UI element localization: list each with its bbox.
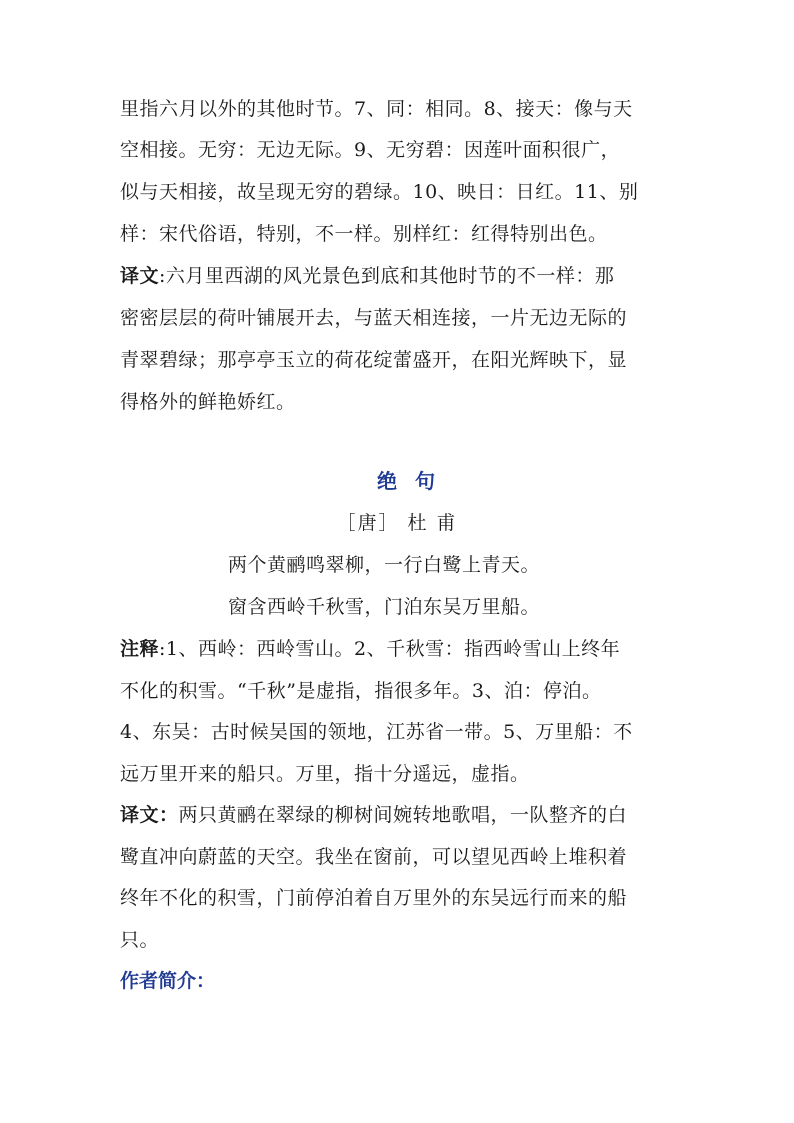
translation-paragraph-1 (120, 267, 614, 286)
translation2-label: 译文： (120, 804, 179, 826)
translation-text-first: :六月里西湖的风光景色到底和其他时节的不一样：那 (159, 265, 615, 287)
note-line-2: 空相接。无穷：无边无际。9、无穷碧：因莲叶面积很广， (120, 139, 621, 161)
translation-line-2: 密密层层的荷叶铺展开去，与蓝天相连接，一片无边无际的 (120, 307, 628, 329)
translation-line-4: 得格外的鲜艳娇红。 (120, 391, 296, 413)
translation2-paragraph (120, 806, 627, 825)
translation2-line-3: 终年不化的积雪，门前停泊着自万里外的东吴远行而来的船 (120, 887, 628, 909)
poem-verse-1: 两个黄鹂鸣翠柳，一行白鹭上青天。 (228, 554, 541, 576)
notes-label: 注释 (120, 638, 160, 660)
poem-verse-2: 窗含西岭千秋雪，门泊东吴万里船。 (228, 596, 541, 618)
notes-line-4: 远万里开来的船只。万里，指十分遥远，虚指。 (120, 763, 530, 785)
translation2-line-2: 鹭直冲向蔚蓝的天空。我坐在窗前，可以望见西岭上堆积着 (120, 846, 628, 868)
author-intro-heading: 作者简介： (120, 970, 216, 992)
note-line-1: 里指六月以外的其他时节。7、同：相同。8、接天：像与天 (120, 98, 633, 120)
poem-title: 绝句 (377, 469, 453, 493)
note-line-3: 似与天相接，故呈现无穷的碧绿。10、映日：日红。11、别 (120, 181, 639, 203)
notes-line-2: 不化的积雪。“千秋”是虚指，指很多年。3、泊：停泊。 (120, 680, 602, 702)
poem-author: ［唐］ 杜 甫 (336, 512, 458, 534)
translation2-line-4: 只。 (120, 929, 160, 951)
translation2-text-first: 两只黄鹂在翠绿的柳树间婉转地歌唱，一队整齐的白 (178, 804, 628, 826)
note-line-4: 样：宋代俗语，特别，不一样。别样红：红得特别出色。 (120, 223, 608, 245)
translation-label: 译文 (120, 265, 160, 287)
notes-paragraph (120, 640, 620, 659)
notes-line-3: 4、东吴：古时候吴国的领地，江苏省一带。5、万里船：不 (120, 721, 633, 743)
translation-line-3: 青翠碧绿；那亭亭玉立的荷花绽蕾盛开，在阳光辉映下，显 (120, 349, 628, 371)
notes-text-first: :1、西岭：西岭雪山。2、千秋雪：指西岭雪山上终年 (159, 638, 621, 660)
